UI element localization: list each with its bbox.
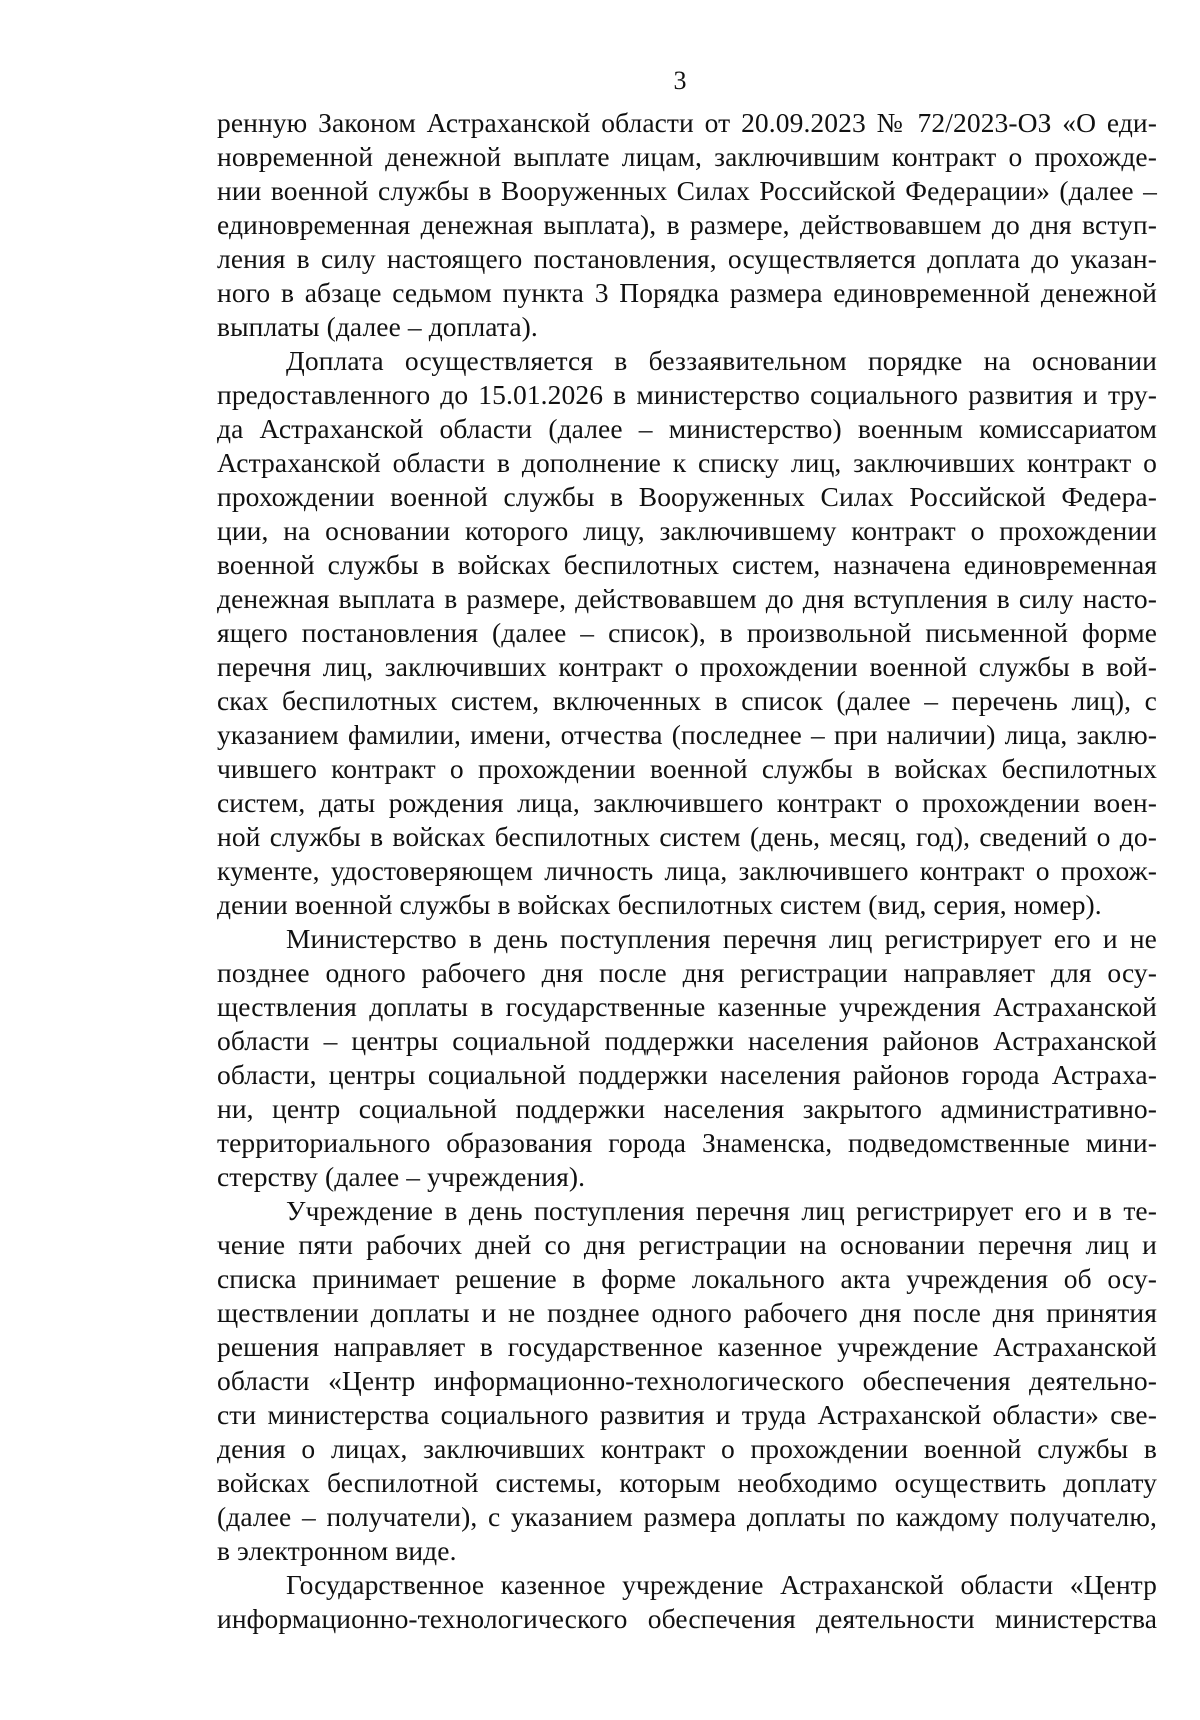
document-body [217, 106, 1157, 1636]
page-number: 3 [673, 66, 687, 95]
text-line: области «Центр информационно-технологического обеспечения деятельно- [217, 1365, 1157, 1396]
text-line: сках беспилотных систем, включенных в список (далее – перечень лиц), с [217, 685, 1157, 716]
text-line: информационно-технологического обеспечения деятельности министерства [217, 1603, 1157, 1634]
text-line: Учреждение в день поступления перечня лиц регистрирует его и в те- [286, 1195, 1157, 1226]
text-line: сти министерства социального развития и труда Астраханской области» све- [217, 1399, 1157, 1430]
text-line: кументе, удостоверяющем личность лица, заключившего контракт о прохож- [217, 855, 1157, 886]
text-line: территориального образования города Знаменска, подведомственные мини- [217, 1127, 1157, 1158]
text-line: Министерство в день поступления перечня лиц регистрирует его и не [286, 923, 1157, 954]
text-line: области, центры социальной поддержки населения районов города Астраха- [217, 1059, 1157, 1090]
text-line: предоставленного до 15.01.2026 в министерство социального развития и тру- [217, 379, 1157, 410]
text-line: нии военной службы в Вооруженных Силах Российской Федерации» (далее – [217, 175, 1157, 206]
text-line: дении военной службы в войсках беспилотных систем (вид, серия, номер). [217, 889, 1102, 920]
text-line: выплаты (далее – доплата). [217, 311, 538, 342]
text-line: в электронном виде. [217, 1535, 457, 1566]
text-line: указанием фамилии, имени, отчества (последнее – при наличии) лица, заклю- [217, 719, 1157, 750]
text-line: денежная выплата в размере, действовавшем до дня вступления в силу насто- [217, 583, 1157, 614]
text-line: Государственное казенное учреждение Астраханской области «Центр [286, 1569, 1157, 1600]
text-line: ни, центр социальной поддержки населения закрытого административно- [217, 1093, 1157, 1124]
text-line: чившего контракт о прохождении военной службы в войсках беспилотных [217, 753, 1157, 784]
text-line: (далее – получатели), с указанием размера доплаты по каждому получателю, [217, 1501, 1157, 1532]
text-line: да Астраханской области (далее – министерство) военным комиссариатом [217, 413, 1157, 444]
text-line: чение пяти рабочих дней со дня регистрации на основании перечня лиц и [217, 1229, 1157, 1260]
text-line: стерству (далее – учреждения). [217, 1161, 586, 1192]
text-line: дения о лицах, заключивших контракт о прохождении военной службы в [217, 1433, 1157, 1464]
text-line: ществлении доплаты и не позднее одного рабочего дня после дня принятия [217, 1297, 1157, 1328]
text-line: новременной денежной выплате лицам, заключившим контракт о прохожде- [217, 141, 1157, 172]
text-line: Доплата осуществляется в беззаявительном порядке на основании [286, 345, 1157, 376]
text-line: ренную Законом Астраханской области от 20.09.2023 № 72/2023-ОЗ «О еди- [217, 107, 1157, 138]
text-line: ного в абзаце седьмом пункта 3 Порядка размера единовременной денежной [217, 277, 1157, 308]
text-line: области – центры социальной поддержки населения районов Астраханской [217, 1025, 1157, 1056]
text-line: списка принимает решение в форме локального акта учреждения об осу- [217, 1263, 1157, 1294]
text-line: ления в силу настоящего постановления, осуществляется доплата до указан- [217, 243, 1157, 274]
text-line: Астраханской области в дополнение к списку лиц, заключивших контракт о [217, 447, 1157, 478]
text-line: прохождении военной службы в Вооруженных Силах Российской Федера- [217, 481, 1157, 512]
text-line: позднее одного рабочего дня после дня регистрации направляет для осу- [217, 957, 1157, 988]
text-line: ществления доплаты в государственные казенные учреждения Астраханской [217, 991, 1157, 1022]
text-line: ящего постановления (далее – список), в произвольной письменной форме [217, 617, 1157, 648]
text-line: систем, даты рождения лица, заключившего контракт о прохождении воен- [217, 787, 1157, 818]
text-line: военной службы в войсках беспилотных систем, назначена единовременная [217, 549, 1157, 580]
text-line: перечня лиц, заключивших контракт о прохождении военной службы в вой- [217, 651, 1157, 682]
text-line: решения направляет в государственное казенное учреждение Астраханской [217, 1331, 1157, 1362]
text-line: войсках беспилотной системы, которым необходимо осуществить доплату [217, 1467, 1157, 1498]
text-line: ной службы в войсках беспилотных систем (день, месяц, год), сведений о до- [217, 821, 1157, 852]
text-line: единовременная денежная выплата), в размере, действовавшем до дня вступ- [217, 209, 1157, 240]
text-line: ции, на основании которого лицу, заключившему контракт о прохождении [217, 515, 1157, 546]
